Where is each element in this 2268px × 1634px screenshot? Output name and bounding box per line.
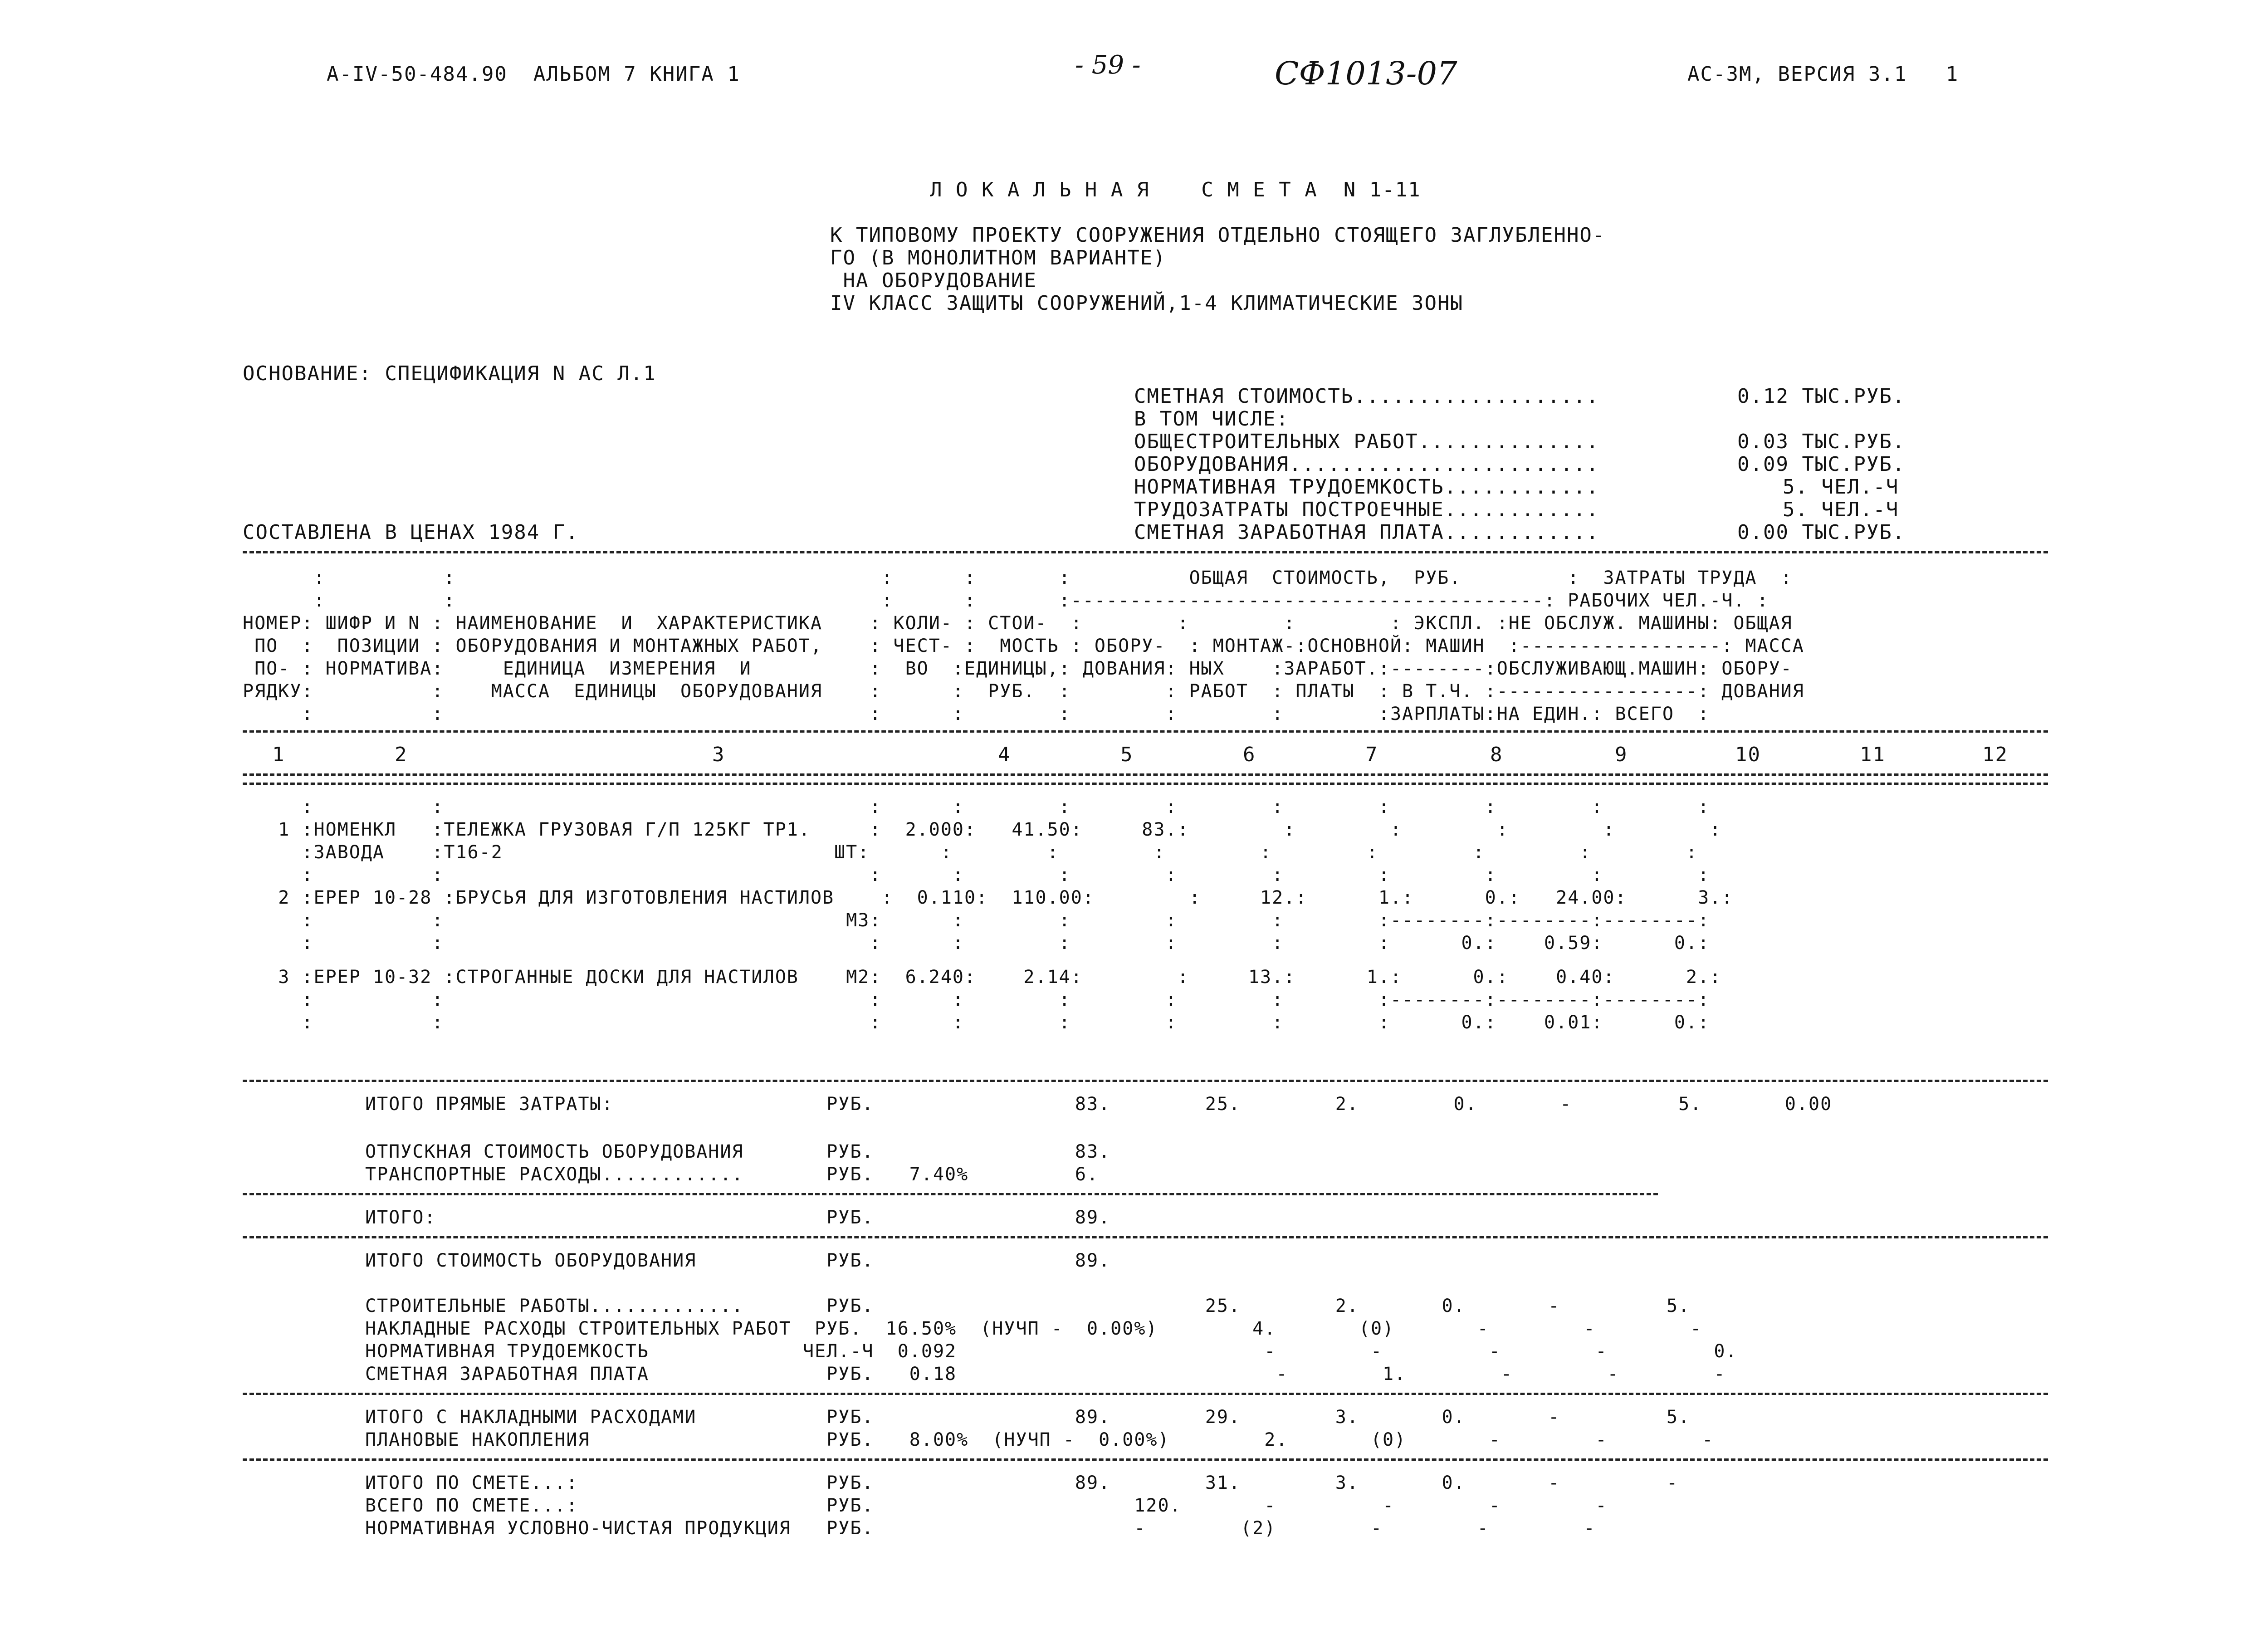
row-line: : : : : : : : : 0.: 0.01: 0.: — [243, 1012, 1710, 1033]
header-line: РЯДКУ: : МАССА ЕДИНИЦЫ ОБОРУДОВАНИЯ : : РУБ. : : РАБОТ : ПЛАТЫ : В Т.Ч. :-----------------: ДОВАНИЯ — [243, 681, 1804, 702]
column-number: 8 — [1490, 743, 1503, 766]
column-number: 9 — [1615, 743, 1628, 766]
page-number: - 59 - — [1075, 50, 1141, 80]
header-line: ПО : ПОЗИЦИИ : ОБОРУДОВАНИЯ И МОНТАЖНЫХ РАБОТ, : ЧЕСТ- : МОСТЬ : ОБОРУ- : МОНТАЖ-:ОСНОВНОЙ: МАШИН :-----------------: МАССА — [243, 636, 1804, 656]
column-number: 1 — [272, 743, 285, 766]
estimated-wages: СМЕТНАЯ ЗАРАБОТНАЯ ПЛАТА РУБ. 0.18 - 1. - - - — [365, 1364, 1726, 1384]
net-product: НОРМАТИВНАЯ УСЛОВНО-ЧИСТАЯ ПРОДУКЦИЯ РУБ. - (2) - - - — [365, 1518, 1596, 1539]
total-direct-costs: ИТОГО ПРЯМЫЕ ЗАТРАТЫ: РУБ. 83. 25. 2. 0. - 5. 0.00 — [365, 1094, 1833, 1115]
summary-value: 0.00 ТЫС.РУБ. — [1737, 521, 1906, 544]
subtotal: ИТОГО: РУБ. 89. — [365, 1207, 1111, 1228]
document-title: Л О К А Л Ь Н А Я С М Е Т А N 1-11 — [930, 178, 1421, 201]
document-reference: А-IV-50-484.90 АЛЬБОМ 7 КНИГА 1 — [327, 63, 740, 86]
overhead-costs: НАКЛАДНЫЕ РАСХОДЫ СТРОИТЕЛЬНЫХ РАБОТ РУБ. 16.50% (НУЧП - 0.00%) 4. (0) - - - — [365, 1318, 1702, 1339]
divider — [243, 1193, 1658, 1195]
summary-value: 0.03 ТЫС.РУБ. — [1737, 430, 1906, 453]
column-number: 5 — [1120, 743, 1134, 766]
header-line: : : : : :----------------------------------------: РАБОЧИХ ЧЕЛ.-Ч. : — [243, 590, 1769, 611]
column-number: 2 — [395, 743, 408, 766]
row-line: 2 :ЕРЕР 10-28 :БРУСЬЯ ДЛЯ ИЗГОТОВЛЕНИЯ НАСТИЛОВ : 0.110: 110.00: : 12.: 1.: 0.: 24.00: 3.: — [243, 887, 1734, 908]
summary-label: НОРМАТИВНАЯ ТРУДОЕМКОСТЬ............ — [1134, 475, 1599, 499]
row-line: : : : : : : : : : : : — [243, 865, 1710, 885]
handwritten-stamp: СФ1013-07 — [1275, 55, 1457, 92]
summary-value: 5. ЧЕЛ.-Ч — [1783, 475, 1899, 499]
row-line: : : : : : : : : 0.: 0.59: 0.: — [243, 933, 1710, 954]
row-line: 3 :ЕРЕР 10-32 :СТРОГАННЫЕ ДОСКИ ДЛЯ НАСТИЛОВ М2: 6.240: 2.14: : 13.: 1.: 0.: 0.40: 2.: — [243, 967, 1722, 988]
title-line-1: К ТИПОВОМУ ПРОЕКТУ СООРУЖЕНИЯ ОТДЕЛЬНО СТОЯЩЕГО ЗАГЛУБЛЕННО- — [830, 224, 1606, 247]
summary-value: 0.09 ТЫС.РУБ. — [1737, 453, 1906, 476]
divider — [243, 1458, 2048, 1461]
summary-label: ОБЩЕСТРОИТЕЛЬНЫХ РАБОТ.............. — [1134, 430, 1599, 453]
transport-costs: ТРАНСПОРТНЫЕ РАСХОДЫ............ РУБ. 7.40% 6. — [365, 1164, 1099, 1185]
total-with-overhead: ИТОГО С НАКЛАДНЫМИ РАСХОДАМИ РУБ. 89. 29. 3. 0. - 5. — [365, 1407, 1691, 1428]
row-line: :ЗАВОДА :Т16-2 ШТ: : : : : : : : : — [243, 842, 1698, 863]
divider — [243, 1393, 2048, 1395]
column-number: 10 — [1735, 743, 1761, 766]
summary-label: СМЕТНАЯ ЗАРАБОТНАЯ ПЛАТА............ — [1134, 521, 1599, 544]
basis-line: ОСНОВАНИЕ: СПЕЦИФИКАЦИЯ N АС Л.1 — [243, 362, 656, 385]
price-base-line: СОСТАВЛЕНА В ЦЕНАХ 1984 Г. — [243, 521, 579, 544]
grand-total: ВСЕГО ПО СМЕТЕ...: РУБ. 120. - - - - — [365, 1495, 1608, 1516]
software-version: АС-3М, ВЕРСИЯ 3.1 1 — [1687, 63, 1959, 86]
summary-label: СМЕТНАЯ СТОИМОСТЬ................... — [1134, 385, 1599, 408]
row-line: : : : : : : : :--------:--------:--------: — [243, 989, 1710, 1010]
construction-works: СТРОИТЕЛЬНЫЕ РАБОТЫ............. РУБ. 25. 2. 0. - 5. — [365, 1296, 1691, 1316]
total-equipment-cost: ИТОГО СТОИМОСТЬ ОБОРУДОВАНИЯ РУБ. 89. — [365, 1250, 1111, 1271]
summary-label: ОБОРУДОВАНИЯ........................ — [1134, 453, 1599, 476]
header-line: НОМЕР: ШИФР И N : НАИМЕНОВАНИЕ И ХАРАКТЕРИСТИКА : КОЛИ- : СТОИ- : : : : ЭКСПЛ. :НЕ ОБСЛУЖ. МАШИНЫ: ОБЩАЯ — [243, 613, 1793, 634]
row-line: : : М3: : : : : :--------:--------:--------: — [243, 910, 1710, 931]
header-line: ПО- : НОРМАТИВА: ЕДИНИЦА ИЗМЕРЕНИЯ И : ВО :ЕДИНИЦЫ,: ДОВАНИЯ: НЫХ :ЗАРАБОТ.:--------:ОБСЛУЖИВАЮЩ.МАШИН: ОБОРУ- — [243, 658, 1793, 679]
column-number: 3 — [712, 743, 725, 766]
column-number: 12 — [1982, 743, 2008, 766]
summary-label: ТРУДОЗАТРАТЫ ПОСТРОЕЧНЫЕ............ — [1134, 498, 1599, 521]
column-number: 6 — [1243, 743, 1256, 766]
equipment-release-cost: ОТПУСКНАЯ СТОИМОСТЬ ОБОРУДОВАНИЯ РУБ. 83. — [365, 1141, 1111, 1162]
summary-value: 0.12 ТЫС.РУБ. — [1737, 385, 1906, 408]
divider — [243, 730, 2048, 733]
title-line-4: IV КЛАСС ЗАЩИТЫ СООРУЖЕНИЙ,1-4 КЛИМАТИЧЕСКИЕ ЗОНЫ — [830, 292, 1464, 315]
summary-label: В ТОМ ЧИСЛЕ: — [1134, 407, 1289, 431]
divider — [243, 1236, 2048, 1238]
title-line-2: ГО (В МОНОЛИТНОМ ВАРИАНТЕ) — [830, 246, 1166, 269]
header-line: : : : : : : : :ЗАРПЛАТЫ:НА ЕДИН.: ВСЕГО : — [243, 704, 1710, 724]
row-line: 1 :НОМЕНКЛ :ТЕЛЕЖКА ГРУЗОВАЯ Г/П 125КГ ТР1. : 2.000: 41.50: 83.: : : : : : — [243, 819, 1722, 840]
header-line: : : : : : ОБЩАЯ СТОИМОСТЬ, РУБ. : ЗАТРАТЫ ТРУДА : — [243, 567, 1793, 588]
normative-labor: НОРМАТИВНАЯ ТРУДОЕМКОСТЬ ЧЕЛ.-Ч 0.092 - - - - 0. — [365, 1341, 1738, 1362]
summary-value: 5. ЧЕЛ.-Ч — [1783, 498, 1899, 521]
divider — [243, 1080, 2048, 1082]
planned-savings: ПЛАНОВЫЕ НАКОПЛЕНИЯ РУБ. 8.00% (НУЧП - 0.00%) 2. (0) - - - — [365, 1429, 1714, 1450]
column-number: 4 — [998, 743, 1011, 766]
divider — [243, 783, 2048, 785]
title-line-3: НА ОБОРУДОВАНИЕ — [830, 269, 1037, 292]
divider — [243, 551, 2048, 553]
divider — [243, 773, 2048, 776]
total-by-estimate: ИТОГО ПО СМЕТЕ...: РУБ. 89. 31. 3. 0. - - — [365, 1473, 1679, 1493]
row-line: : : : : : : : : : : : — [243, 797, 1710, 817]
column-number: 7 — [1365, 743, 1378, 766]
column-number: 11 — [1860, 743, 1886, 766]
